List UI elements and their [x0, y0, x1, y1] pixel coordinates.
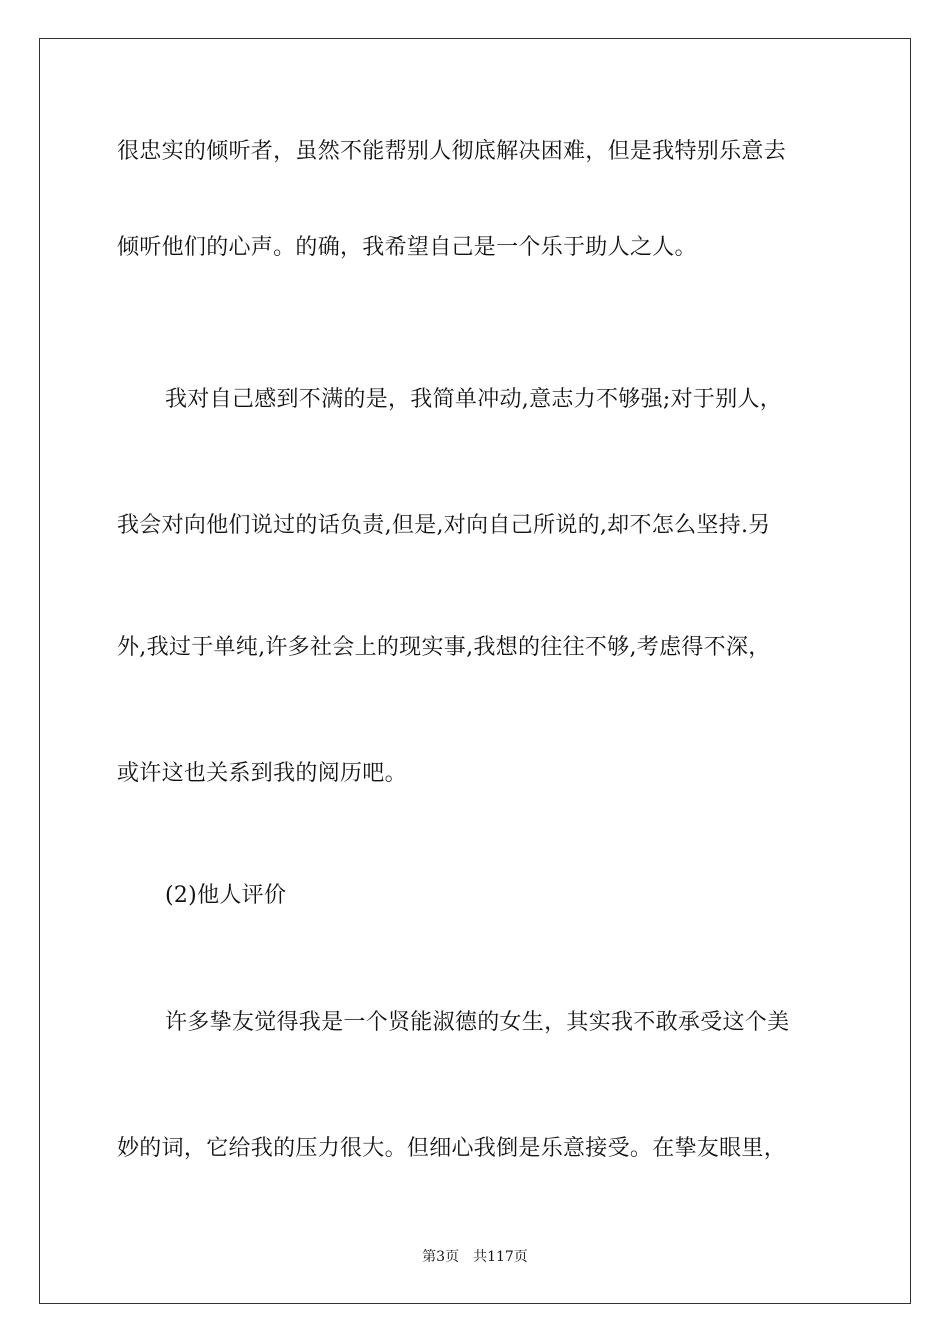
text-line-1: 很忠实的倾听者，虽然不能帮别人彻底解决困难，但是我特别乐意去: [117, 139, 787, 164]
page-number-footer: 第3页 共117页: [422, 1249, 528, 1265]
page-border: [39, 38, 911, 1304]
text-line-2: 倾听他们的心声。的确，我希望自己是一个乐于助人之人。: [117, 235, 697, 260]
text-line-4: 我会对向他们说过的话负责,但是,对向自己所说的,却不怎么坚持.另: [117, 513, 771, 538]
text-line-7: 许多挚友觉得我是一个贤能淑德的女生，其实我不敢承受这个美: [165, 1010, 790, 1035]
text-line-6: 或许这也关系到我的阅历吧。: [117, 761, 407, 786]
text-line-3: 我对自己感到不满的是，我简单冲动,意志力不够强;对于别人，: [165, 387, 783, 412]
section-heading: (2)他人评价: [165, 883, 287, 908]
text-line-5: 外,我过于单纯,许多社会上的现实事,我想的往往不够,考虑得不深，: [117, 635, 771, 660]
text-line-8: 妙的词，它给我的压力很大。但细心我倒是乐意接受。在挚友眼里，: [117, 1136, 787, 1161]
